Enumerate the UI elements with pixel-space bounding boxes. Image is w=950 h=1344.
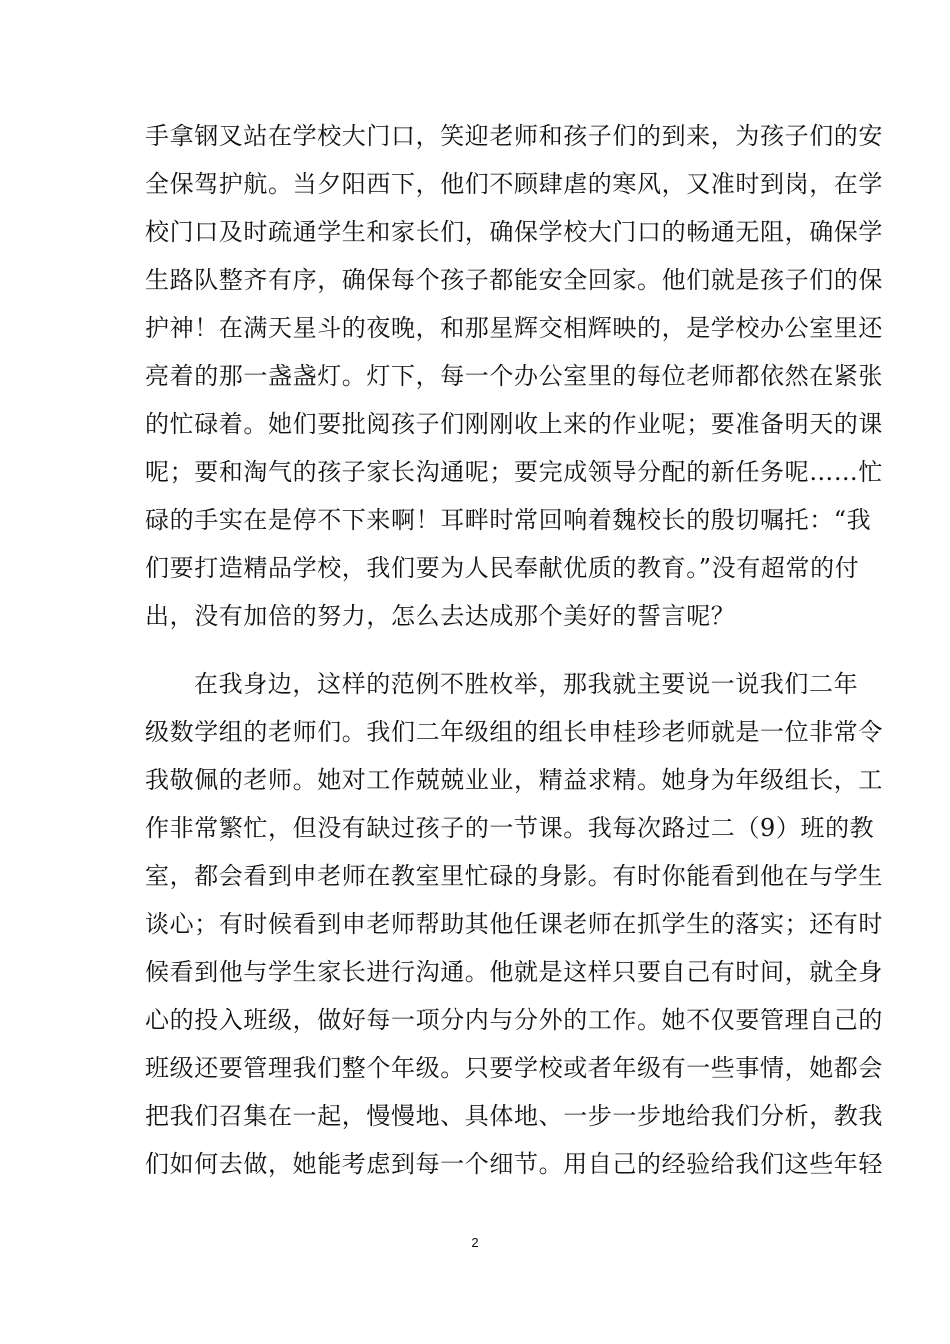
- text-line: 室，都会看到申老师在教室里忙碌的身影。有时你能看到他在与学生: [145, 862, 883, 890]
- text-line: 我敬佩的老师。她对工作兢兢业业，精益求精。她身为年级组长，工: [145, 766, 883, 794]
- text-line: 们如何去做，她能考虑到每一个细节。用自己的经验给我们这些年轻: [145, 1150, 883, 1178]
- text-line: 心的投入班级，做好每一项分内与分外的工作。她不仅要管理自己的: [145, 1006, 883, 1034]
- text-line: 呢；要和淘气的孩子家长沟通呢；要完成领导分配的新任务呢……忙: [145, 458, 883, 486]
- text-line: 级数学组的老师们。我们二年级组的组长申桂珍老师就是一位非常令: [145, 718, 883, 746]
- text-line: 生路队整齐有序，确保每个孩子都能安全回家。他们就是孩子们的保: [145, 266, 883, 294]
- page-number: 2: [471, 1235, 479, 1250]
- text-line: 手拿钢叉站在学校大门口，笑迎老师和孩子们的到来，为孩子们的安: [145, 122, 883, 150]
- text-line: 班级还要管理我们整个年级。只要学校或者年级有一些事情，她都会: [145, 1054, 883, 1082]
- text-line: 候看到他与学生家长进行沟通。他就是这样只要自己有时间，就全身: [145, 958, 883, 986]
- text-line: 在我身边，这样的范例不胜枚举，那我就主要说一说我们二年: [194, 670, 859, 698]
- text-line: 作非常繁忙，但没有缺过孩子的一节课。我每次路过二（9）班的教: [145, 814, 875, 842]
- text-line: 的忙碌着。她们要批阅孩子们刚刚收上来的作业呢；要准备明天的课: [145, 410, 883, 438]
- text-line: 碌的手实在是停不下来啊！耳畔时常回响着魏校长的殷切嘱托：“我: [145, 506, 872, 534]
- text-line: 全保驾护航。当夕阳西下，他们不顾肆虐的寒风，又准时到岗，在学: [145, 170, 883, 198]
- text-line: 校门口及时疏通学生和家长们，确保学校大门口的畅通无阻，确保学: [145, 218, 883, 246]
- text-line: 出，没有加倍的努力，怎么去达成那个美好的誓言呢？: [145, 602, 736, 630]
- text-line: 谈心；有时候看到申老师帮助其他任课老师在抓学生的落实；还有时: [145, 910, 883, 938]
- text-line: 把我们召集在一起，慢慢地、具体地、一步一步地给我们分析，教我: [145, 1102, 883, 1130]
- text-line: 护神！在满天星斗的夜晚，和那星辉交相辉映的，是学校办公室里还: [145, 314, 883, 342]
- text-line: 亮着的那一盏盏灯。灯下，每一个办公室里的每位老师都依然在紧张: [145, 362, 883, 390]
- text-line: 们要打造精品学校，我们要为人民奉献优质的教育。”没有超常的付: [145, 554, 860, 582]
